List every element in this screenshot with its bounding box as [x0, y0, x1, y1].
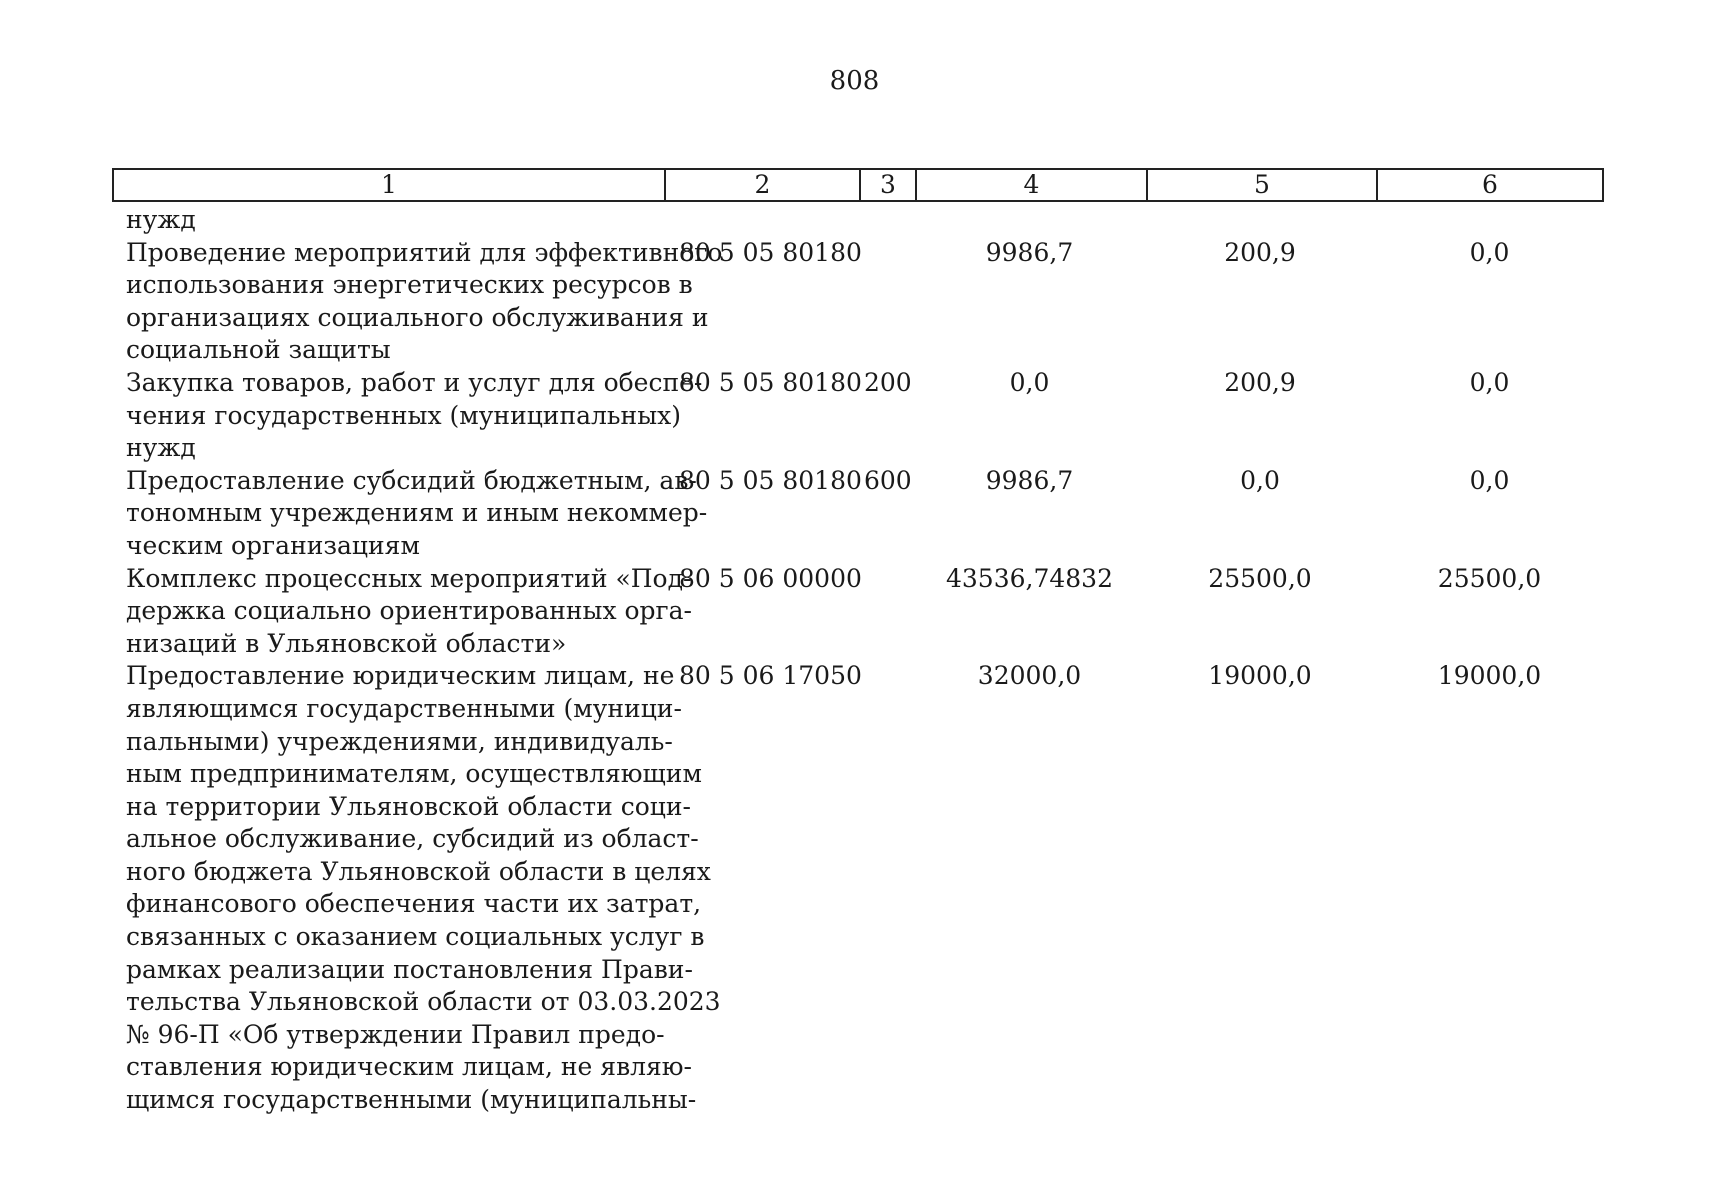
- row-value-4: 0,0: [1009, 367, 1050, 397]
- description-line: связанных с оказанием социальных услуг в: [126, 922, 705, 952]
- row-value-6: 19000,0: [1437, 661, 1542, 691]
- description-line: низаций в Ульяновской области»: [126, 628, 567, 658]
- row-value-5: 200,9: [1224, 237, 1296, 267]
- description-line: ческим организациям: [126, 530, 420, 560]
- description-line: использования энергетических ресурсов в: [126, 270, 693, 300]
- description-line: являющимся государственными (муници-: [126, 693, 682, 723]
- row-value-5: 25500,0: [1208, 563, 1312, 593]
- row-code: [663, 204, 858, 237]
- description-line: Закупка товаров, работ и услуг для обеспе-: [126, 367, 703, 397]
- table-row: [112, 465, 1604, 563]
- description-line: Предоставление субсидий бюджетным, ав-: [126, 465, 697, 495]
- row-description: [112, 367, 703, 465]
- table-row: [112, 367, 1604, 465]
- description-line: рамках реализации постановления Прави-: [126, 954, 693, 984]
- header-col-6: 6: [1482, 170, 1498, 199]
- row-description: [112, 204, 663, 237]
- row-value-4: 32000,0: [977, 661, 1082, 691]
- table-body: [112, 204, 1604, 1117]
- description-line: нужд: [126, 433, 196, 463]
- description-line: нужд: [126, 205, 196, 234]
- description-line: Комплекс процессных мероприятий «Под-: [126, 563, 692, 593]
- description-line: на территории Ульяновской области соци-: [126, 791, 691, 821]
- row-description: [112, 660, 721, 1116]
- row-value-5: 200,9: [1224, 367, 1296, 397]
- table-row: [112, 563, 1604, 661]
- row-value-4: 9986,7: [985, 237, 1074, 267]
- description-line: финансового обеспечения части их затрат,: [126, 889, 702, 919]
- description-line: альное обслуживание, субсидий из област-: [126, 824, 699, 854]
- row-type: [858, 563, 914, 661]
- description-line: Проведение мероприятий для эффективного: [126, 237, 723, 267]
- row-value-5: [1145, 204, 1375, 237]
- row-code: 80 5 05 80180: [679, 465, 862, 495]
- row-value-5: 19000,0: [1208, 661, 1312, 691]
- row-code: 80 5 06 00000: [679, 563, 862, 593]
- row-type: 600: [864, 465, 912, 495]
- row-value-5: 0,0: [1240, 465, 1280, 495]
- header-col-4: 4: [917, 170, 1148, 200]
- table-header: [112, 168, 1604, 202]
- description-line: щимся государственными (муниципальны-: [126, 1085, 697, 1115]
- row-code: 80 5 05 80180: [679, 367, 862, 397]
- row-code: 80 5 06 17050: [679, 661, 862, 691]
- description-line: № 96-П «Об утверждении Правил предо-: [126, 1019, 665, 1049]
- row-value-4: 43536,74832: [945, 563, 1113, 593]
- description-line: чения государственных (муниципальных): [126, 400, 681, 430]
- row-type: [858, 204, 914, 237]
- header-col-5: 5: [1148, 170, 1378, 200]
- row-type: [858, 237, 914, 367]
- row-type: [858, 660, 914, 1116]
- description-line: пальными) учреждениями, индивидуаль-: [126, 726, 673, 756]
- row-description: [112, 465, 708, 563]
- row-value-6: 0,0: [1469, 367, 1510, 397]
- table-row: [112, 660, 1604, 1116]
- row-value-6: 0,0: [1469, 237, 1510, 267]
- header-col-1: 1: [114, 170, 666, 200]
- row-description: [112, 237, 723, 367]
- page-number: 808: [829, 66, 880, 96]
- description-line: социальной защиты: [126, 335, 391, 365]
- header-col-3: 3: [861, 170, 917, 200]
- table-row: [112, 237, 1604, 367]
- row-value-4: 9986,7: [985, 465, 1074, 495]
- description-line: ным предпринимателям, осуществляющим: [126, 759, 702, 789]
- row-value-6: [1375, 204, 1604, 237]
- header-col-2: 2: [666, 170, 861, 200]
- description-line: тономным учреждениям и иным некоммер-: [126, 498, 708, 528]
- row-type: 200: [864, 367, 912, 397]
- description-line: ставления юридическим лицам, не являю-: [126, 1052, 693, 1082]
- row-description: [112, 563, 692, 661]
- row-value-6: 25500,0: [1437, 563, 1542, 593]
- description-line: ного бюджета Ульяновской области в целях: [126, 856, 711, 886]
- row-value-4: [914, 204, 1145, 237]
- description-line: организациях социального обслуживания и: [126, 302, 709, 332]
- row-code: 80 5 05 80180: [679, 237, 862, 267]
- description-line: тельства Ульяновской области от 03.03.2023: [126, 987, 721, 1017]
- row-value-6: 0,0: [1469, 465, 1510, 495]
- description-line: держка социально ориентированных орга-: [126, 596, 692, 626]
- table-row: [112, 204, 1604, 237]
- description-line: Предоставление юридическим лицам, не: [126, 661, 675, 691]
